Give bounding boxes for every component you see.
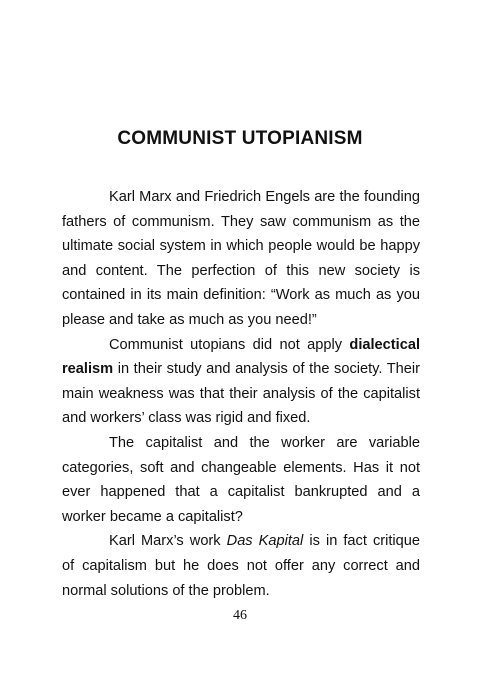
paragraph-2	[62, 333, 420, 431]
page-number: 46	[233, 608, 247, 623]
body-text	[62, 185, 420, 603]
paragraph-4-text-start: Karl Marx’s work	[109, 533, 227, 550]
das-kapital-title: Das Kapital	[226, 533, 304, 550]
paragraph-1	[62, 185, 420, 333]
paragraph-3-text: The capitalist and the worker are variable categories, soft and changeable elements. Has it not ever happened that a capitalist bankrupted and a worker became a capitalist?	[62, 434, 420, 525]
chapter-title: COMMUNIST UTOPIANISM	[117, 128, 363, 149]
paragraph-2-text-start: Communist utopians did not apply	[109, 336, 350, 353]
paragraph-1-text: Karl Marx and Friedrich Engels are the founding fathers of communism. They saw communism as the ultimate social system in which people would be happy and content. The perfection of this new society is contained in its main definition: “Work as much as you please and take as much as you need!”	[62, 189, 420, 328]
dialectical-realism-term: dialectical realism	[62, 336, 420, 378]
paragraph-3	[62, 431, 420, 529]
paragraph-4	[62, 529, 420, 603]
paragraph-4-text-end: is in fact critique of capitalism but he does not offer any correct and normal solutions of the problem.	[62, 533, 420, 599]
paragraph-2-text-end: in their study and analysis of the society. Their main weakness was that their analysis of the capitalist and workers’ class was rigid and fixed.	[62, 361, 420, 427]
